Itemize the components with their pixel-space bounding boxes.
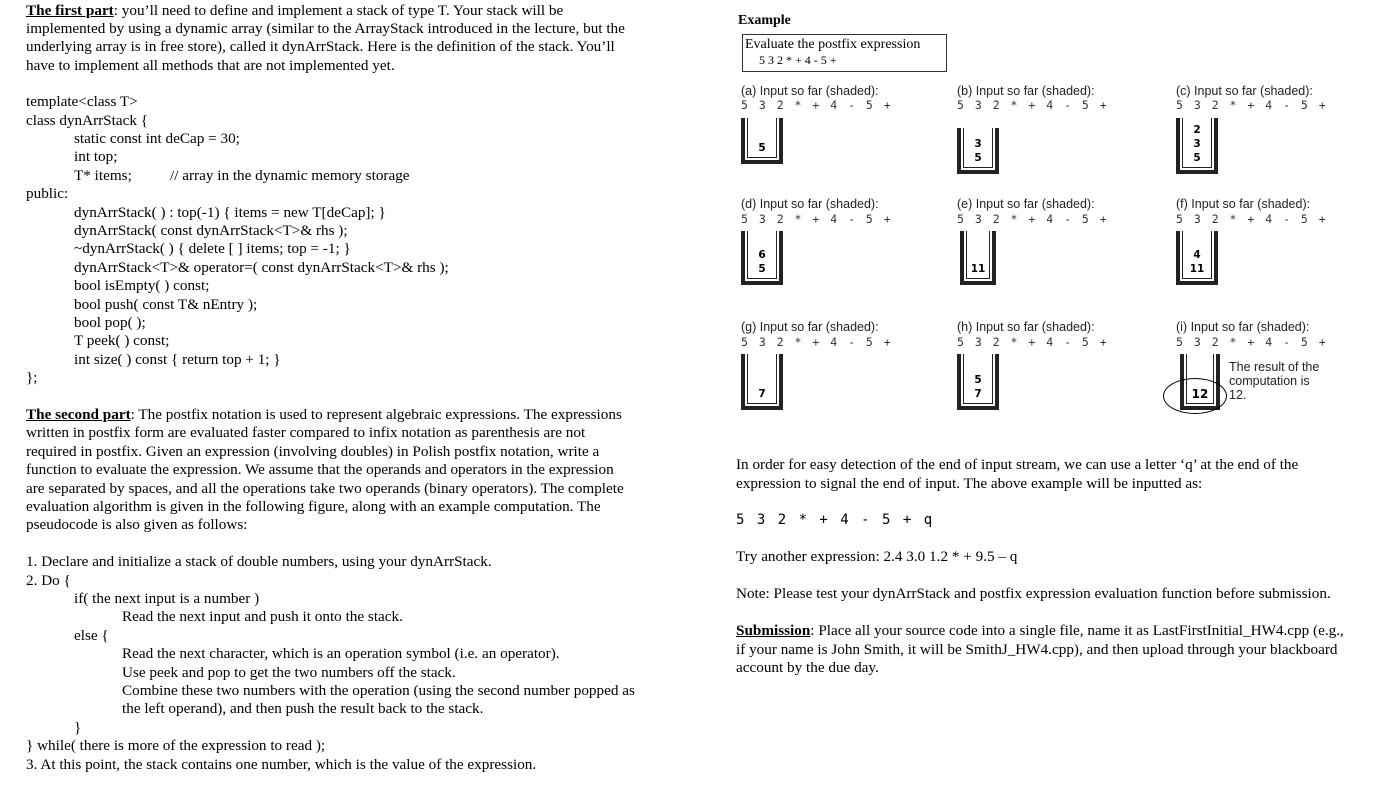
submission-line-2: account by the due day.: [736, 659, 879, 676]
code-line: T peek( ) const;: [74, 332, 170, 349]
example-box-expression: 5 3 2 * + 4 - 5 +: [759, 53, 837, 67]
stack-cell: 4: [1193, 249, 1201, 261]
result-note-line: computation is: [1229, 374, 1310, 388]
code-line: bool pop( );: [74, 314, 146, 331]
algo-line: 3. At this point, the stack contains one number, which is the value of the expression.: [26, 756, 537, 773]
part2-line-0: The second part: The postfix notation is used to represent algebraic expressions. The expressions: [26, 406, 622, 423]
part1-heading: The first part: [26, 2, 114, 19]
example-title: Example: [738, 13, 791, 28]
algo-line: else {: [74, 627, 109, 644]
part1-line-3: have to implement all methods that are not implemented yet.: [26, 57, 395, 74]
stack-cell: 6: [758, 249, 766, 261]
stack-cell: 5: [1193, 152, 1201, 164]
code-line: bool isEmpty( ) const;: [74, 277, 210, 294]
code-line: class dynArrStack {: [26, 112, 149, 129]
stack-cell: 5: [758, 142, 766, 154]
panel-expression: 5 3 2 * + 4 - 5 +: [741, 98, 893, 112]
submission-line-1: if your name is John Smith, it will be SmithJ_HW4.cpp), and then upload through your blackboard: [736, 641, 1338, 658]
part2-line-6: pseudocode is also given as follows:: [26, 516, 248, 533]
stack-diagram: [1176, 118, 1218, 174]
panel-expression: 5 3 2 * + 4 - 5 +: [957, 335, 1109, 349]
panel-expression: 5 3 2 * + 4 - 5 +: [957, 212, 1109, 226]
code-line: T* items;: [74, 167, 132, 184]
panel-expression: 5 3 2 * + 4 - 5 +: [1176, 335, 1328, 349]
algo-line: if( the next input is a number ): [74, 590, 260, 607]
algo-line: }: [74, 719, 82, 736]
panel-label: (d) Input so far (shaded):: [741, 197, 879, 211]
algo-line: Use peek and pop to get the two numbers off the stack.: [122, 664, 456, 681]
para-line: expression to signal the end of input. The above example will be inputted as:: [736, 475, 1203, 492]
code-line: static const int deCap = 30;: [74, 130, 240, 147]
stack-cell: 7: [758, 388, 766, 400]
code-line: bool push( const T& nEntry );: [74, 296, 258, 313]
part1-line-0: The first part: you’ll need to define and implement a stack of type T. Your stack will be: [26, 2, 564, 19]
panel-label: (h) Input so far (shaded):: [957, 320, 1095, 334]
panel-label: (f) Input so far (shaded):: [1176, 197, 1311, 211]
panel-label: (c) Input so far (shaded):: [1176, 84, 1313, 98]
result-highlight-ring: [1163, 378, 1227, 414]
part2-line-3: function to evaluate the expression. We assume that the operands and operators in the expression: [26, 461, 614, 478]
stack-cell: 11: [970, 263, 986, 275]
algo-line: Read the next input and push it onto the stack.: [122, 608, 403, 625]
stack-cell: 5: [974, 374, 982, 386]
example-box-title: Evaluate the postfix expression: [745, 37, 921, 52]
stack-cell: 3: [974, 138, 982, 150]
stack-cell: 11: [1189, 263, 1205, 275]
algo-line: } while( there is more of the expression to read );: [26, 737, 326, 754]
stack-cell: 5: [974, 152, 982, 164]
code-line: int top;: [74, 148, 118, 165]
part2-line-2: required in postfix. Given an expression (involving doubles) in Polish postfix notation, write a: [26, 443, 600, 460]
algo-line: Read the next character, which is an operation symbol (i.e. an operator).: [122, 645, 560, 662]
try-another-line: Try another expression: 2.4 3.0 1.2 * + 9.5 – q: [736, 548, 1018, 565]
panel-expression: 5 3 2 * + 4 - 5 +: [741, 212, 893, 226]
part2-line-5: evaluation algorithm is given in the following figure, along with an example computation. The: [26, 498, 601, 515]
stack-diagram: [741, 231, 783, 285]
result-note-line: 12.: [1229, 388, 1247, 402]
code-line: ~dynArrStack( ) { delete [ ] items; top = -1; }: [74, 240, 351, 257]
panel-expression: 5 3 2 * + 4 - 5 +: [957, 98, 1109, 112]
stack-diagram: [741, 354, 783, 410]
code-line: dynArrStack( const dynArrStack<T>& rhs );: [74, 222, 348, 239]
code-line: dynArrStack( ) : top(-1) { items = new T[deCap]; }: [74, 204, 386, 221]
input-example: 5 3 2 * + 4 - 5 + q: [736, 512, 935, 528]
code-comment: // array in the dynamic memory storage: [170, 167, 410, 184]
part2-line-1: written in postfix form are evaluated faster compared to infix notation as parenthesis are not: [26, 424, 586, 441]
example-expression-box: [742, 34, 947, 72]
stack-cell: 2: [1193, 124, 1201, 136]
submission-line-0: Submission: Place all your source code into a single file, name it as LastFirstInitial_HW4.cpp (e.g.,: [736, 622, 1344, 639]
panel-expression: 5 3 2 * + 4 - 5 +: [1176, 212, 1328, 226]
part2-line-4: are separated by spaces, and all the operations take two operands (binary operators). The complete: [26, 480, 624, 497]
code-line: template<class T>: [26, 93, 138, 110]
para-line: In order for easy detection of the end of input stream, we can use a letter ‘q’ at the end of the: [736, 456, 1299, 473]
code-line: dynArrStack<T>& operator=( const dynArrStack<T>& rhs );: [74, 259, 449, 276]
stack-diagram: [1176, 231, 1218, 285]
stack-diagram: [741, 118, 783, 164]
stack-diagram: [960, 231, 996, 285]
panel-label: (e) Input so far (shaded):: [957, 197, 1095, 211]
part2-heading: The second part: [26, 406, 131, 423]
panel-expression: 5 3 2 * + 4 - 5 +: [741, 335, 893, 349]
stack-diagram: [957, 128, 999, 174]
algo-line: Combine these two numbers with the operation (using the second number popped as: [122, 682, 635, 699]
note-line: Note: Please test your dynArrStack and postfix expression evaluation function before submission.: [736, 585, 1331, 602]
algo-line: 1. Declare and initialize a stack of double numbers, using your dynArrStack.: [26, 553, 492, 570]
code-line: };: [26, 369, 38, 386]
panel-label: (a) Input so far (shaded):: [741, 84, 879, 98]
submission-heading: Submission: [736, 622, 811, 639]
panel-label: (b) Input so far (shaded):: [957, 84, 1095, 98]
stack-cell: 3: [1193, 138, 1201, 150]
algo-line: 2. Do {: [26, 572, 71, 589]
panel-label: (g) Input so far (shaded):: [741, 320, 879, 334]
result-note-line: The result of the: [1229, 360, 1320, 374]
panel-label: (i) Input so far (shaded):: [1176, 320, 1310, 334]
stack-diagram: [957, 354, 999, 410]
stack-cell: 5: [758, 263, 766, 275]
code-line: int size( ) const { return top + 1; }: [74, 351, 281, 368]
stack-cell: 12: [1191, 387, 1209, 401]
part1-line-2: underlying array is in free store), called it dynArrStack. Here is the definition of the stack. You’ll: [26, 38, 615, 55]
code-line: public:: [26, 185, 69, 202]
stack-cell: 7: [974, 388, 982, 400]
algo-line: the left operand), and then push the result back to the stack.: [122, 700, 484, 717]
part1-line-1: implemented by using a dynamic array (similar to the ArrayStack introduced in the lecture, but the: [26, 20, 625, 37]
panel-expression: 5 3 2 * + 4 - 5 +: [1176, 98, 1328, 112]
